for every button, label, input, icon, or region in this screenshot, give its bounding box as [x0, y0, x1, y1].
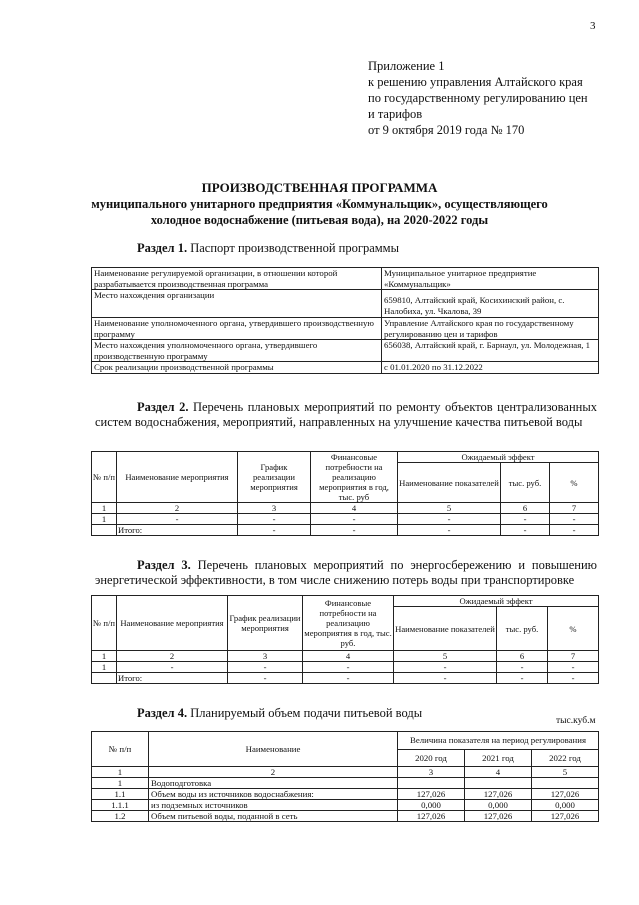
cell: - — [238, 525, 311, 536]
appendix-line: по государственному регулированию цен — [368, 91, 588, 105]
col-header-name: Наименование мероприятия — [117, 452, 238, 503]
col-header-schedule: График реализации мероприятия — [228, 596, 303, 651]
passport-key: Наименование регулируемой организации, в отношении которой разрабатывается производственная программа — [92, 268, 382, 290]
appendix-line: и тарифов — [368, 107, 423, 121]
cell: 127,026 — [398, 789, 465, 800]
cell: 127,026 — [532, 811, 599, 822]
total-label: Итого: — [117, 673, 228, 684]
cell: - — [311, 525, 398, 536]
col-header-thousand: тыс. руб. — [497, 607, 548, 651]
section-label: Раздел 3. — [137, 558, 191, 572]
table-total-row — [92, 525, 599, 536]
table-row — [92, 767, 599, 778]
total-label: Итого: — [117, 525, 238, 536]
table-row — [92, 651, 599, 662]
cell: 0,000 — [465, 800, 532, 811]
cell: - — [228, 662, 303, 673]
table-row — [92, 662, 599, 673]
col-header-name: Наименование мероприятия — [117, 596, 228, 651]
cell: - — [311, 514, 398, 525]
cell: - — [550, 514, 599, 525]
table-row — [92, 362, 599, 374]
cell: - — [398, 525, 501, 536]
document-subtitle: холодное водоснабжение (питьевая вода), на 2020-2022 годы — [150, 213, 489, 227]
cell — [532, 778, 599, 789]
cell — [465, 778, 532, 789]
col-header-indicator: Наименование показателей — [394, 607, 497, 651]
passport-key: Место нахождения уполномоченного органа, утвердившего производственную программу — [92, 340, 382, 362]
appendix-line: от 9 октября 2019 года № 170 — [368, 123, 525, 137]
section1-heading — [137, 241, 399, 256]
table-header-row — [92, 452, 599, 463]
section-label: Раздел 4. — [137, 706, 188, 720]
table-row — [92, 800, 599, 811]
cell: 3 — [238, 503, 311, 514]
cell: 2 — [117, 651, 228, 662]
table-row — [92, 503, 599, 514]
col-header-thousand: тыс. руб. — [501, 463, 550, 503]
cell: - — [550, 525, 599, 536]
col-header-num: № п/п — [92, 732, 149, 767]
cell — [92, 673, 117, 684]
col-header-finance: Финансовые потребности на реализацию мероприятия в год, тыс. руб. — [303, 596, 394, 651]
passport-value: с 01.01.2020 по 31.12.2022 — [382, 362, 599, 374]
cell: 4 — [303, 651, 394, 662]
cell: - — [228, 673, 303, 684]
section-text: Планируемый объем подачи питьевой воды — [190, 706, 423, 720]
cell: 3 — [398, 767, 465, 778]
col-header-finance: Финансовые потребности на реализацию мероприятия в год, тыс. руб — [311, 452, 398, 503]
cell: 5 — [532, 767, 599, 778]
passport-value: Управление Алтайского края по государственному регулированию цен и тарифов — [382, 318, 599, 340]
cell — [92, 525, 117, 536]
table-row — [92, 290, 599, 318]
water-volume-table — [91, 731, 599, 822]
section-label: Раздел 2. — [137, 400, 189, 414]
cell: 7 — [548, 651, 599, 662]
section2-heading — [95, 400, 597, 430]
cell: 6 — [501, 503, 550, 514]
cell: 4 — [465, 767, 532, 778]
cell: 127,026 — [532, 789, 599, 800]
col-header-percent: % — [550, 463, 599, 503]
cell: 1 — [92, 778, 149, 789]
cell: 5 — [394, 651, 497, 662]
cell: - — [303, 662, 394, 673]
energy-measures-table — [91, 595, 599, 684]
cell: Объем питьевой воды, поданной в сеть — [149, 811, 398, 822]
cell: 6 — [497, 651, 548, 662]
cell: - — [394, 662, 497, 673]
passport-value: 656038, Алтайский край, г. Барнаул, ул. Молодежная, 1 — [382, 340, 599, 362]
cell: 0,000 — [398, 800, 465, 811]
table-row — [92, 811, 599, 822]
col-header-2022: 2022 год — [532, 749, 599, 767]
cell: 127,026 — [465, 811, 532, 822]
col-header-num: № п/п — [92, 596, 117, 651]
cell: - — [501, 514, 550, 525]
cell: - — [394, 673, 497, 684]
passport-key: Место нахождения организации — [92, 290, 382, 318]
table-header-row — [92, 596, 599, 607]
cell: 1.2 — [92, 811, 149, 822]
col-header-effect: Ожидаемый эффект — [394, 596, 599, 607]
cell: 0,000 — [532, 800, 599, 811]
cell: 5 — [398, 503, 501, 514]
col-header-period: Величина показателя на период регулирования — [398, 732, 599, 750]
section-text: Паспорт производственной программы — [190, 241, 399, 255]
page-number: 3 — [590, 20, 596, 32]
cell: из подземных источников — [149, 800, 398, 811]
cell: 2 — [149, 767, 398, 778]
cell: - — [238, 514, 311, 525]
cell: 1.1.1 — [92, 800, 149, 811]
col-header-indicator: Наименование показателей — [398, 463, 501, 503]
col-header-schedule: График реализации мероприятия — [238, 452, 311, 503]
cell: - — [497, 662, 548, 673]
table-row — [92, 778, 599, 789]
cell: - — [548, 673, 599, 684]
table-row — [92, 340, 599, 362]
section-text: Перечень плановых мероприятий по энергосбережению и повышению энергетической эффективности, в том числе снижению потерь воды при транспортировке — [95, 558, 598, 587]
section-text: Перечень плановых мероприятий по ремонту объектов централизованных систем водоснабжения, мероприятий, направленных на улучшение качества питьевой воды — [95, 400, 597, 429]
section-label: Раздел 1. — [137, 241, 188, 255]
table-total-row — [92, 673, 599, 684]
units-label: тыс.куб.м — [556, 716, 596, 726]
cell: - — [303, 673, 394, 684]
passport-key: Наименование уполномоченного органа, утвердившего производственную программу — [92, 318, 382, 340]
cell: - — [398, 514, 501, 525]
cell: 127,026 — [465, 789, 532, 800]
cell: 1 — [92, 503, 117, 514]
passport-key: Срок реализации производственной программы — [92, 362, 382, 374]
cell: 1 — [92, 662, 117, 673]
cell: 3 — [228, 651, 303, 662]
passport-value: 659810, Алтайский край, Косихинский район, с. Налобиха, ул. Чкалова, 39 — [382, 290, 599, 318]
document-title: ПРОИЗВОДСТВЕННАЯ ПРОГРАММА — [201, 180, 438, 195]
table-row — [92, 789, 599, 800]
col-header-2021: 2021 год — [465, 749, 532, 767]
repair-measures-table — [91, 451, 599, 536]
appendix-line: к решению управления Алтайского края — [368, 75, 583, 89]
col-header-2020: 2020 год — [398, 749, 465, 767]
cell: 1 — [92, 767, 149, 778]
col-header-effect: Ожидаемый эффект — [398, 452, 599, 463]
table-row — [92, 318, 599, 340]
cell — [398, 778, 465, 789]
cell: 127,026 — [398, 811, 465, 822]
cell: - — [548, 662, 599, 673]
appendix-block — [368, 58, 608, 138]
cell: - — [501, 525, 550, 536]
cell: 4 — [311, 503, 398, 514]
cell: 1 — [92, 651, 117, 662]
table-row — [92, 268, 599, 290]
section4-heading — [137, 706, 422, 721]
cell: 1 — [92, 514, 117, 525]
passport-value: Муниципальное унитарное предприятие «Коммунальщик» — [382, 268, 599, 290]
cell: - — [117, 662, 228, 673]
col-header-num: № п/п — [92, 452, 117, 503]
table-header-row — [92, 732, 599, 750]
cell: - — [117, 514, 238, 525]
cell: Водоподготовка — [149, 778, 398, 789]
document-subtitle: муниципального унитарного предприятия «Коммунальщик», осуществляющего — [91, 197, 548, 211]
cell: 1.1 — [92, 789, 149, 800]
col-header-name: Наименование — [149, 732, 398, 767]
cell: Объем воды из источников водоснабжения: — [149, 789, 398, 800]
cell: - — [497, 673, 548, 684]
cell: 7 — [550, 503, 599, 514]
cell: 2 — [117, 503, 238, 514]
table-row — [92, 514, 599, 525]
col-header-percent: % — [548, 607, 599, 651]
section3-heading — [95, 558, 597, 588]
passport-table — [91, 267, 599, 374]
appendix-line: Приложение 1 — [368, 59, 445, 73]
